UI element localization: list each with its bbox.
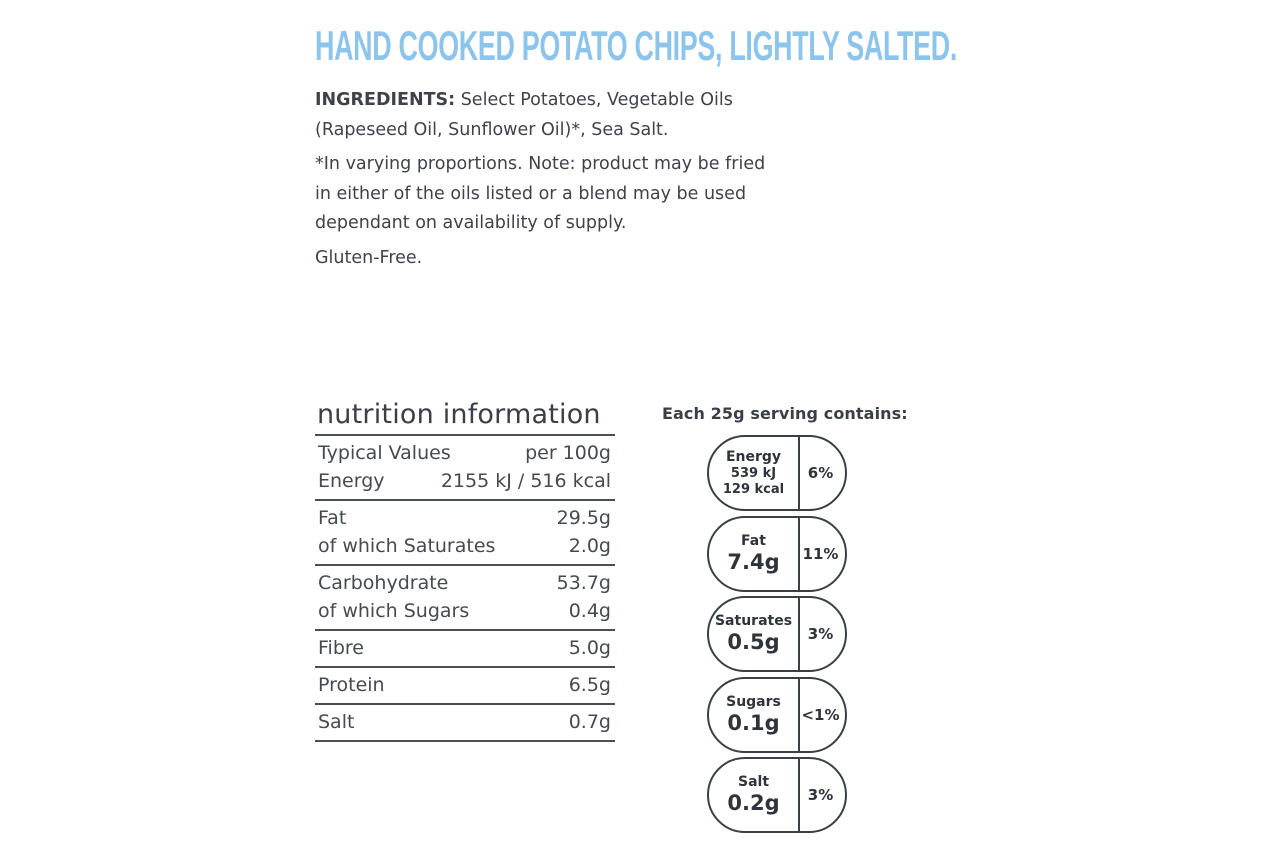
nutrition-label: Fat xyxy=(318,507,347,529)
pill-value: 0.1g xyxy=(727,710,780,735)
pill-percent: <1% xyxy=(801,705,840,724)
pill-left xyxy=(709,598,800,670)
pill-salt xyxy=(707,757,847,833)
nutrition-label: Salt xyxy=(318,711,355,733)
pill-percent: 3% xyxy=(807,786,834,804)
pill-name: Sugars xyxy=(726,693,781,710)
nutrition-value: 6.5g xyxy=(568,674,611,696)
pill-left xyxy=(709,759,800,831)
pill-left xyxy=(709,518,800,590)
nutrition-value: 2.0g xyxy=(568,535,611,557)
pill-percent: 6% xyxy=(807,464,834,482)
nutrition-label: Carbohydrate xyxy=(318,572,449,594)
pill-percent: 3% xyxy=(807,625,834,643)
nutrition-value: 0.4g xyxy=(568,600,611,622)
nutrition-label: Fibre xyxy=(318,637,364,659)
ingredients-paragraph xyxy=(315,86,875,145)
nutrition-row xyxy=(315,434,615,499)
gluten-free-note: Gluten-Free. xyxy=(315,247,423,268)
pill-name: Fat xyxy=(741,532,766,549)
ingredients-label: INGREDIENTS: xyxy=(315,90,456,110)
nutrition-value: 0.7g xyxy=(568,711,611,733)
nutrition-value: 53.7g xyxy=(556,572,611,594)
nutrition-line xyxy=(318,467,611,495)
nutrition-row xyxy=(315,703,615,742)
nutrition-line xyxy=(318,708,611,736)
pill-sugars xyxy=(707,677,847,753)
nutrition-value: 2155 kJ / 516 kcal xyxy=(440,470,611,492)
nutrition-label: of which Sugars xyxy=(318,600,470,622)
nutrition-line xyxy=(318,671,611,699)
pill-kj: 539 kJ xyxy=(730,465,777,481)
ingredients-block xyxy=(315,86,875,278)
pill-energy xyxy=(707,435,847,511)
product-title: HAND COOKED POTATO CHIPS, LIGHTLY SALTED. xyxy=(315,22,958,69)
pill-value: 7.4g xyxy=(727,549,780,574)
nutrition-label: of which Saturates xyxy=(318,535,496,557)
nutrition-line xyxy=(318,597,611,625)
serving-label: Each 25g serving contains: xyxy=(662,404,908,423)
nutrition-label: Energy xyxy=(318,470,385,492)
pill-kcal: 129 kcal xyxy=(722,481,785,497)
ingredients-text-line1: Select Potatoes, Vegetable Oils xyxy=(455,90,733,110)
nutrition-row xyxy=(315,499,615,564)
nutrition-label: Typical Values xyxy=(318,442,451,464)
nutrition-line xyxy=(318,439,611,467)
pill-name: Saturates xyxy=(714,613,793,629)
nutrition-title: nutrition information xyxy=(317,399,601,430)
nutrition-line xyxy=(318,532,611,560)
pill-left xyxy=(709,679,800,751)
nutrition-line xyxy=(318,634,611,662)
nutrition-row xyxy=(315,629,615,666)
pill-name: Salt xyxy=(737,774,770,790)
nutrition-label: Protein xyxy=(318,674,385,696)
ingredients-note xyxy=(315,150,875,239)
nutrition-line xyxy=(318,569,611,597)
nutrition-line xyxy=(318,504,611,532)
nutrition-value: 5.0g xyxy=(568,637,611,659)
note-line1: *In varying proportions. Note: product may be fried xyxy=(315,154,766,174)
nutrition-row xyxy=(315,564,615,629)
pill-saturates xyxy=(707,596,847,672)
nutrition-table xyxy=(315,398,615,742)
pill-fat xyxy=(707,516,847,592)
nutrition-value: per 100g xyxy=(525,442,611,464)
note-line2: in either of the oils listed or a blend may be used xyxy=(315,183,747,204)
pill-left xyxy=(709,437,800,509)
pill-percent: 11% xyxy=(802,544,839,563)
pill-value: 0.5g xyxy=(727,630,780,654)
nutrition-value: 29.5g xyxy=(556,507,611,529)
pill-name: Energy xyxy=(725,448,782,465)
pill-value: 0.2g xyxy=(727,791,780,815)
serving-pills xyxy=(707,435,847,838)
note-line3: dependant on availability of supply. xyxy=(315,213,627,233)
ingredients-text-line2: (Rapeseed Oil, Sunflower Oil)*, Sea Salt. xyxy=(315,119,669,140)
nutrition-row xyxy=(315,666,615,703)
